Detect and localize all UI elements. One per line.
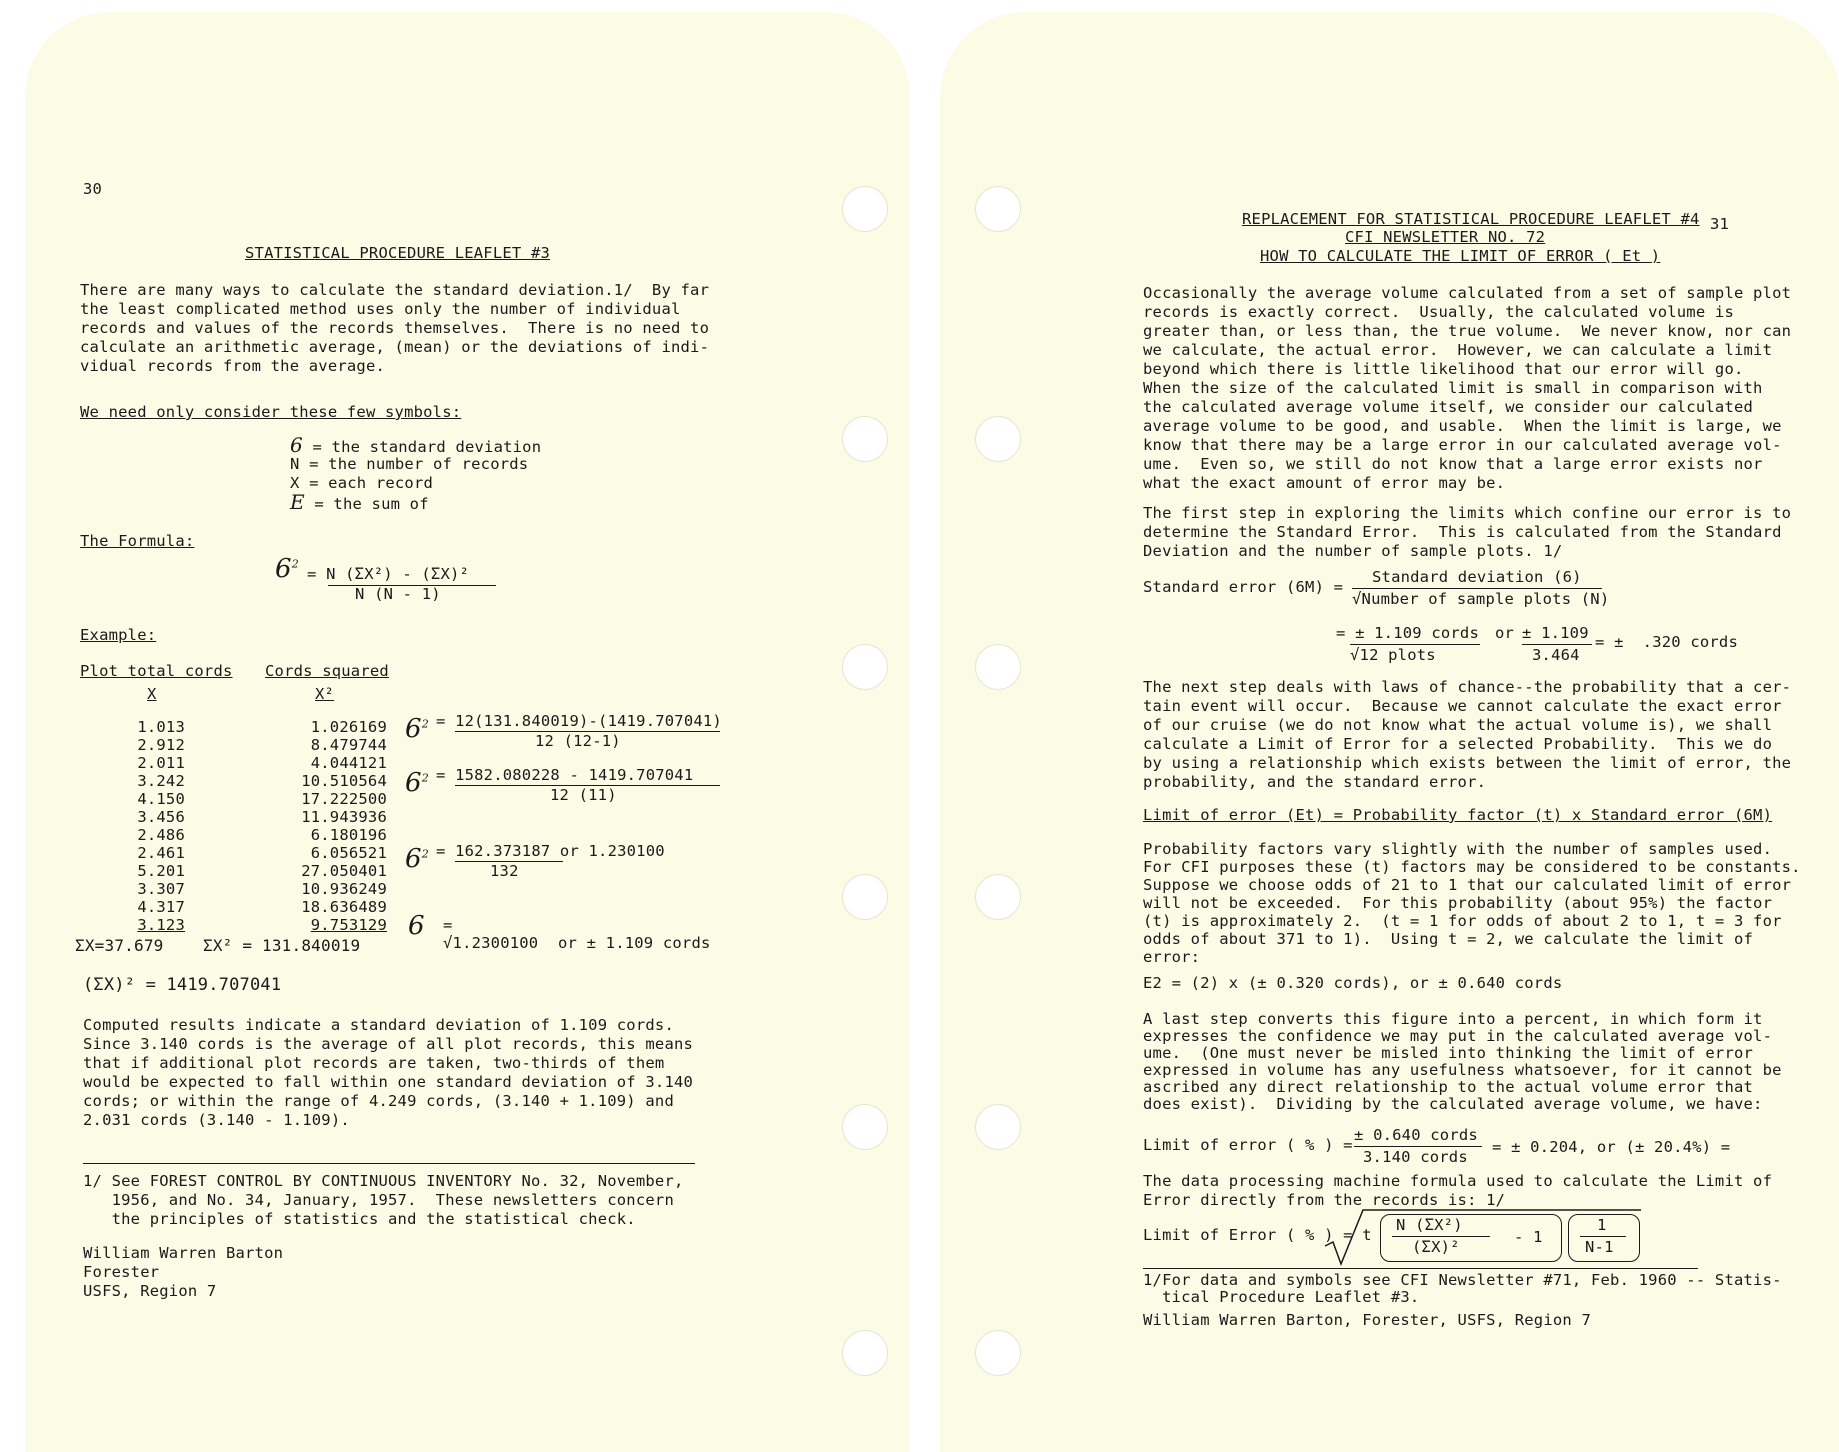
sum-x-squared: ΣX² = 131.840019 bbox=[203, 936, 361, 955]
table-cell: 5.201 bbox=[137, 862, 185, 880]
table-cell: 1.026169 bbox=[310, 718, 387, 736]
binder-hole bbox=[975, 186, 1021, 232]
table-cell: 3.456 bbox=[137, 808, 185, 826]
binder-hole bbox=[842, 416, 888, 462]
binder-hole bbox=[975, 874, 1021, 920]
symbol-row: 6 = the standard deviation bbox=[290, 433, 542, 457]
binder-hole bbox=[842, 1330, 888, 1376]
page-title-3: HOW TO CALCULATE THE LIMIT OF ERROR ( Et ) bbox=[1260, 247, 1661, 265]
footnote-rule bbox=[1143, 1268, 1698, 1269]
page-number: 31 bbox=[1710, 215, 1730, 233]
binder-hole bbox=[842, 644, 888, 690]
limit-of-error-formula: Limit of error (Et) = Probability factor (t) x Standard error (6M) bbox=[1143, 806, 1773, 824]
table-cell: 2.912 bbox=[137, 736, 185, 754]
table-cell: 18.636489 bbox=[301, 898, 387, 916]
e2-formula: E2 = (2) x (± 0.320 cords), or ± 0.640 cords bbox=[1143, 974, 1563, 992]
binder-hole bbox=[975, 644, 1021, 690]
table-cell: 3.242 bbox=[137, 772, 185, 790]
table-cell: 2.461 bbox=[137, 844, 185, 862]
binder-hole bbox=[842, 186, 888, 232]
table-cell: 6.056521 bbox=[310, 844, 387, 862]
left-page: 30 STATISTICAL PROCEDURE LEAFLET #3 There are many ways to calculate the standard deviation.1/ By far the least complicated method uses only the number of individual records and values of the records themselves. There is no need to calculate an arithmetic average, (mean) or the deviations of indi- vidual records from the average. We need only consider these few symbols: 6 = the standard deviation N = the number of records X = each record E = the sum of The Formula: $6^2$ = N (ΣX²) - (ΣX)² N (N - 1) Example: Plot total cords X Cords squared X² 1.013 2.912 2.011 3.242 4.150 3.456 2.486 2.461 5.201 3.307 4.317 3.123 1.026169 8.479744 4.044121 10.510564 17.222500 11.943936 6.180196 6.056521 27.050401 10.936249 18.636489 9.753129 ΣX=37.679 ΣX² = 131.840019 $6^2$ = 12(131.840019)-(1419.707041) 12 (12-1) $6^2$ = 1582.080228 - 1419.707041 12 (11) $6^2$ = 162.373187 or 1.230100 132 6 = √1.2300100 or ± 1.109 cords (ΣX)² = 1419.707041 Computed results indicate a standard deviation of 1.109 cords. Since 3.140 cords is the average of all plot records, this means that if additional plot records are taken, two-thirds of them would be expected to fall within one standard deviation of 3.140 cords; or within the range of 4.249 cords, (3.140 + 1.109) and 2.031 cords (3.140 - 1.109). 1/ See FOREST CONTROL BY CONTINUOUS INVENTORY No. 32, November, 1956, and No. 34, January, 1957. These newsletters concern the principles of statistics and the statistical check. William Warren Barton Forester USFS, Region 7 bbox=[25, 12, 910, 1452]
symbol-row: N = the number of records bbox=[290, 455, 529, 473]
signature: William Warren Barton, Forester, USFS, Region 7 bbox=[1143, 1311, 1591, 1329]
symbol-row: X = each record bbox=[290, 474, 434, 492]
binder-hole bbox=[975, 416, 1021, 462]
col2-subheading: X² bbox=[315, 685, 335, 703]
table-cell: 8.479744 bbox=[310, 736, 387, 754]
table-cell: 2.486 bbox=[137, 826, 185, 844]
col1-heading: Plot total cords bbox=[80, 662, 233, 680]
col1-subheading: X bbox=[147, 685, 157, 703]
page-title: STATISTICAL PROCEDURE LEAFLET #3 bbox=[245, 244, 551, 262]
sum-x: ΣX=37.679 bbox=[75, 936, 164, 955]
binder-hole bbox=[842, 1104, 888, 1150]
sigma-symbol: $6^2$ bbox=[275, 554, 299, 584]
sum-x-squared-value: (ΣX)² = 1419.707041 bbox=[83, 975, 282, 995]
table-cell: 9.753129 bbox=[310, 916, 387, 934]
binder-hole bbox=[975, 1104, 1021, 1150]
table-cell: 4.044121 bbox=[310, 754, 387, 772]
binder-hole bbox=[842, 874, 888, 920]
symbols-heading: We need only consider these few symbols: bbox=[80, 403, 462, 421]
example-heading: Example: bbox=[80, 626, 157, 644]
table-cell: 3.123 bbox=[137, 916, 185, 934]
table-cell: 10.936249 bbox=[301, 880, 387, 898]
col2-heading: Cords squared bbox=[265, 662, 389, 680]
table-cell: 10.510564 bbox=[301, 772, 387, 790]
table-cell: 27.050401 bbox=[301, 862, 387, 880]
table-cell: 17.222500 bbox=[301, 790, 387, 808]
table-cell: 1.013 bbox=[137, 718, 185, 736]
table-cell: 4.150 bbox=[137, 790, 185, 808]
page-title-2: CFI NEWSLETTER NO. 72 bbox=[1345, 228, 1546, 246]
table-cell: 4.317 bbox=[137, 898, 185, 916]
footnote-rule bbox=[83, 1163, 695, 1164]
table-cell: 2.011 bbox=[137, 754, 185, 772]
table-cell: 11.943936 bbox=[301, 808, 387, 826]
table-cell: 3.307 bbox=[137, 880, 185, 898]
formula-heading: The Formula: bbox=[80, 532, 195, 550]
table-cell: 6.180196 bbox=[310, 826, 387, 844]
page-title-1: REPLACEMENT FOR STATISTICAL PROCEDURE LEAFLET #4 bbox=[1242, 210, 1700, 228]
symbol-row: E = the sum of bbox=[290, 490, 429, 514]
binder-hole bbox=[975, 1330, 1021, 1376]
page-number: 30 bbox=[83, 180, 103, 198]
right-page: 31 REPLACEMENT FOR STATISTICAL PROCEDURE LEAFLET #4 CFI NEWSLETTER NO. 72 HOW TO CALCULATE THE LIMIT OF ERROR ( Et ) Occasionally the average volume calculated from a set of sample plot records is exactly correct. Usually, the calculated volume is greater than, or less than, the true volume. We never know, nor can we calculate, the actual error. However, we can calculate a limit beyond which there is little likelihood that our error will go. When the size of the calculated limit is small in comparison with the calculated average volume itself, we consider our calculated average volume to be good, and usable. When the limit is large, we know that there may be a large error in our calculated average vol- ume. Even so, we still do not know that a large error exists nor what the exact amount of error may be. The first step in exploring the limits which confine our error is to determine the Standard Error. This is calculated from the Standard Deviation and the number of sample plots. 1/ Standard error (6M) = Standard deviation (6) √Number of sample plots (N) = ± 1.109 cords √12 plots or ± 1.109 3.464 = ± .320 cords The next step deals with laws of chance--the probability that a cer- tain event will occur. Because we cannot calculate the exact error of our cruise (we do not know what the actual volume is), we shall calculate a Limit of Error for a selected Probability. This we do by using a relationship which exists between the limit of error, the probability, and the standard error. Limit of error (Et) = Probability factor (t) x Standard error (6M) Probability factors vary slightly with the number of samples used. For CFI purposes these (t) factors may be considered to be constants. Suppose we choose odds of 21 to 1 that our calculated limit of error will not be exceeded. For this probability (about 95%) the factor (t) is approximately 2. (t = 1 for odds of about 2 to 1, t = 3 for odds of about 371 to 1). Using t = 2, we calculate the limit of error: E2 = (2) x (± 0.320 cords), or ± 0.640 cords A last step converts this figure into a percent, in which form it expresses the confidence we may put in the calculated average vol- ume. (One must never be misled into thinking the limit of error expressed in volume has any usefulness whatsoever, for it cannot be ascribed any direct relationship to the actual volume error that does exist). Dividing by the calculated average volume, we have: Limit of error ( % ) = ± 0.640 cords 3.140 cords = ± 0.204, or (± 20.4%) = The data processing machine formula used to calculate the Limit of Error directly from the records is: 1/ Limit of Error ( % ) = t N (ΣX²) (ΣX)² - 1 1 N-1 1/For data and symbols see CFI Newsletter #71, Feb. 1960 -- Statis- tical Procedure Leaflet #3. William Warren Barton, Forester, USFS, Region 7 bbox=[940, 12, 1839, 1452]
